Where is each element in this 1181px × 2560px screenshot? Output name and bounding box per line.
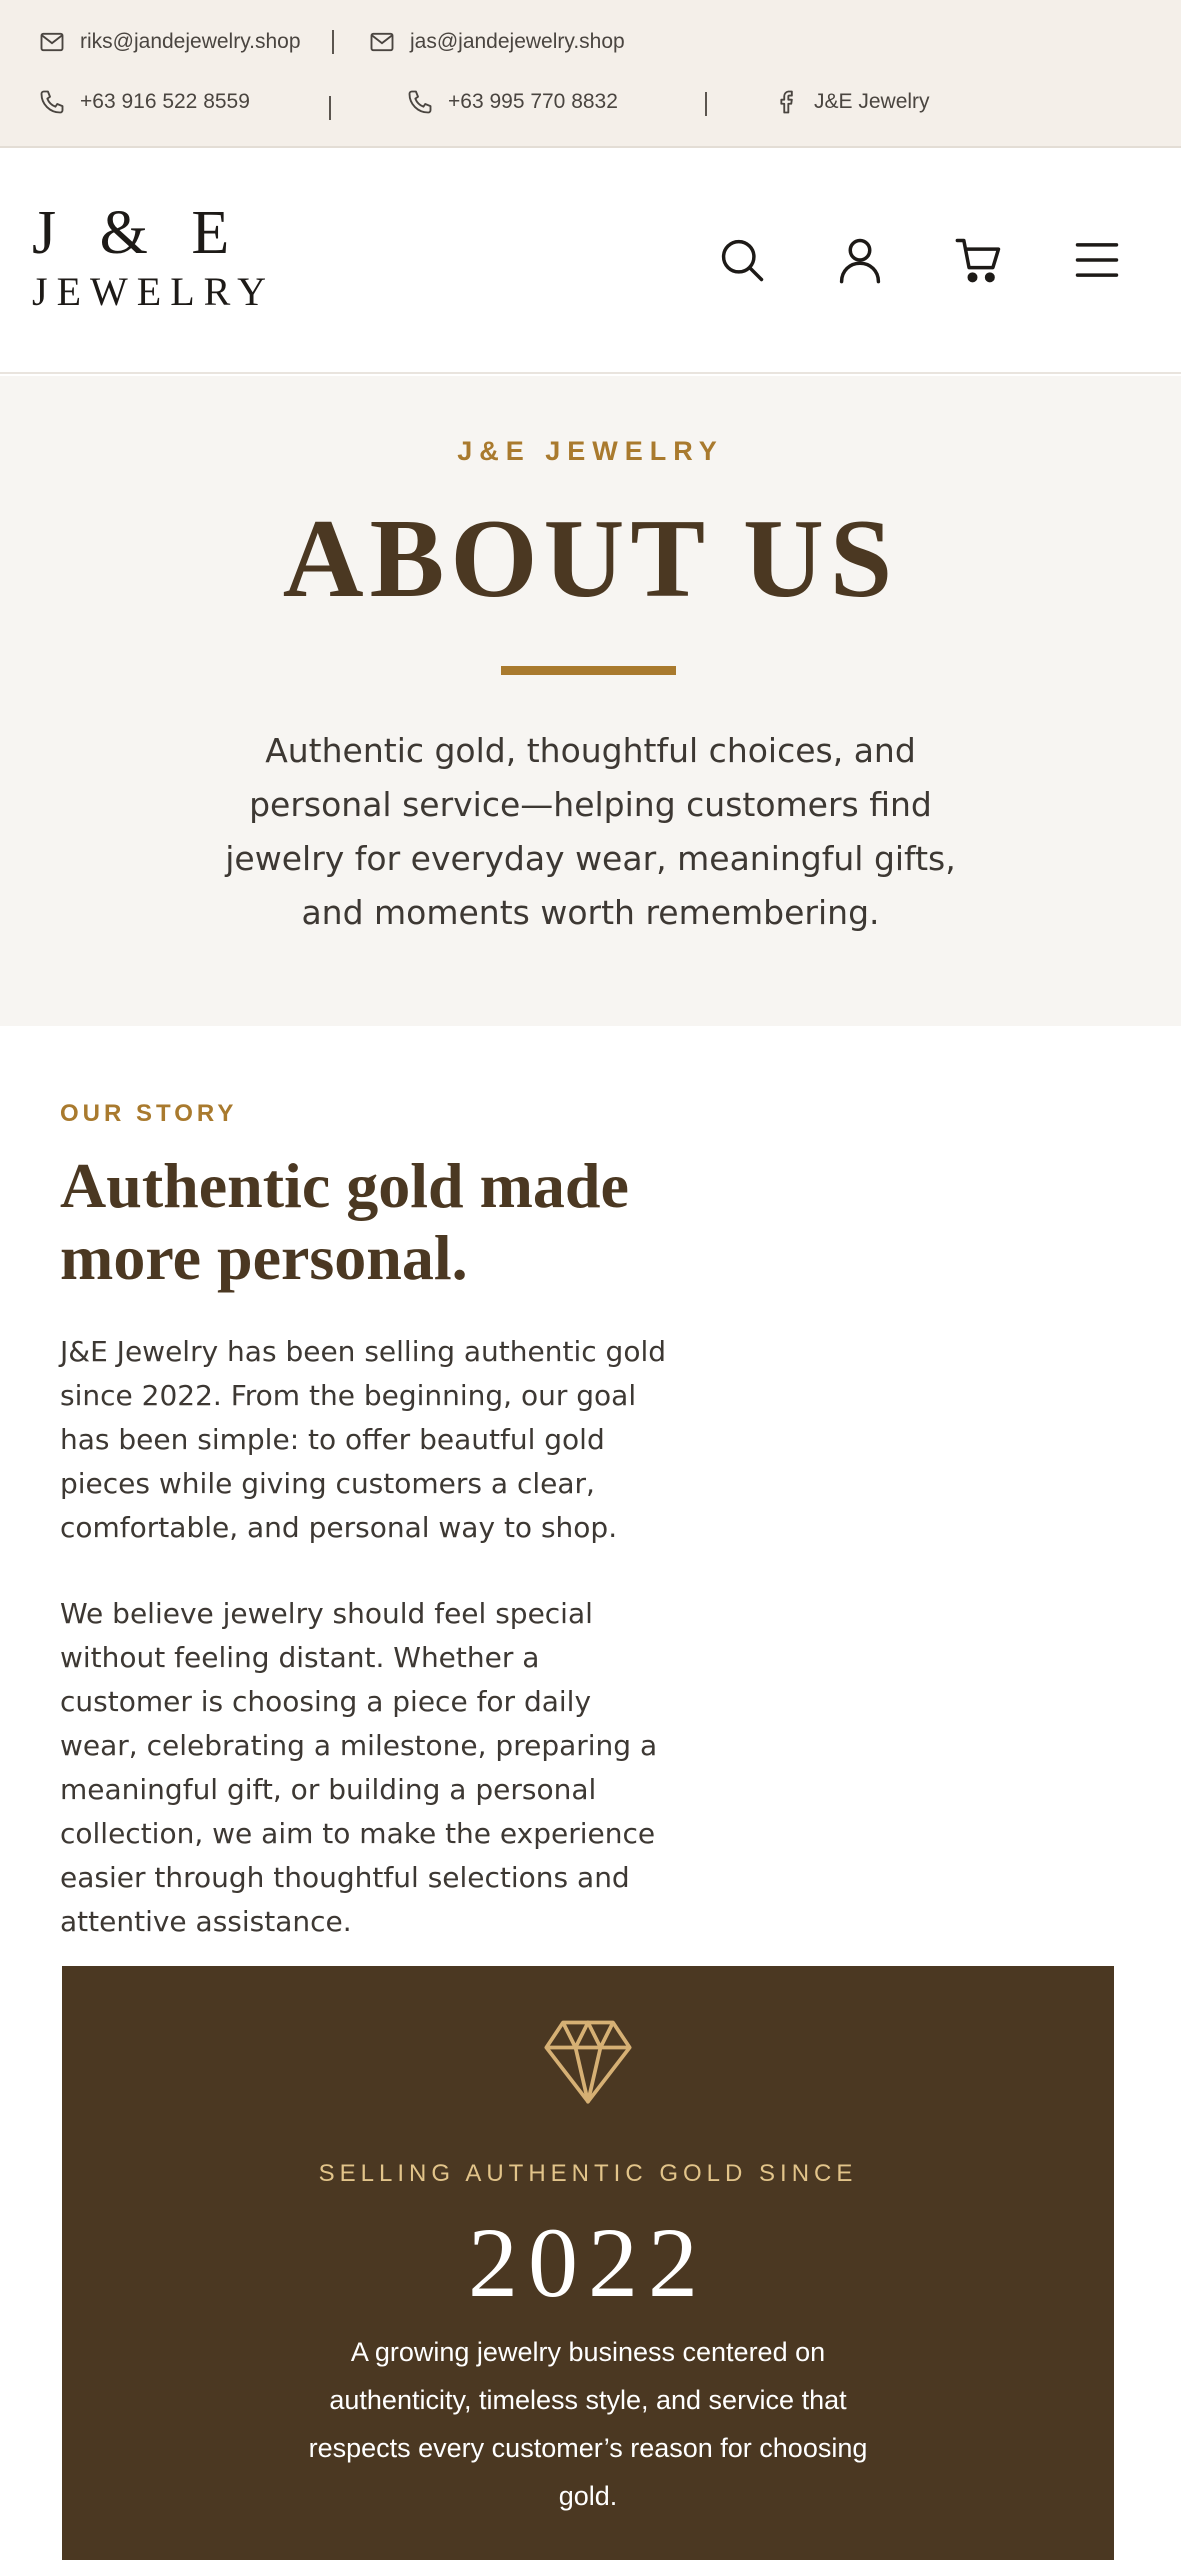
email-link-2[interactable]	[368, 28, 625, 56]
user-icon	[834, 234, 886, 286]
cart-button[interactable]	[951, 232, 1007, 288]
email-text-2: jas@jandejewelry.shop	[410, 30, 625, 53]
site-logo[interactable]	[32, 199, 275, 314]
page-title: ABOUT US	[282, 497, 899, 621]
phone-icon	[406, 88, 434, 116]
story-paragraph-1: J&E Jewelry has been selling authentic gold since 2022. From the beginning, our goal has been simple: to offer beautful gold pieces while giving customers a clear, comfortable, and personal way to shop.	[60, 1335, 667, 1544]
menu-icon	[1071, 234, 1123, 286]
search-icon	[716, 234, 768, 286]
topbar-divider	[329, 96, 331, 120]
diamond-icon	[538, 2010, 638, 2110]
hero-eyebrow: J&E JEWELRY	[457, 436, 724, 466]
phone-link-2[interactable]	[406, 88, 618, 116]
phone-text-2: +63 995 770 8832	[448, 90, 618, 113]
hero-description: Authentic gold, thoughtful choices, and personal service—helping customers find jewelry for everyday wear, meaningful gifts, and moments worth remembering.	[225, 731, 956, 932]
mail-icon	[38, 28, 66, 56]
site-header	[0, 150, 1181, 374]
founding-year: 2022	[468, 2207, 708, 2318]
menu-button[interactable]	[1069, 232, 1125, 288]
phone-icon	[38, 88, 66, 116]
cart-icon	[953, 234, 1005, 286]
story-paragraph-2: We believe jewelry should feel special without feeling distant. Whether a customer is choosing a piece for daily wear, celebrating a milestone, preparing a meaningful gift, or building a personal collection, we aim to make the experience easier through thoughtful selections and attentive assistance.	[60, 1597, 658, 1938]
search-button[interactable]	[714, 232, 770, 288]
card-description: A growing jewelry business centered on authenticity, timeless style, and service that respects every customer’s reason for choosing gold.	[308, 2337, 868, 2511]
story-title: Authentic gold made more personal.	[60, 1150, 629, 1293]
story-eyebrow: OUR STORY	[60, 1100, 238, 1127]
facebook-link[interactable]	[772, 88, 930, 116]
card-eyebrow: SELLING AUTHENTIC GOLD SINCE	[318, 2160, 858, 2187]
email-link-1[interactable]	[38, 28, 301, 56]
about-hero	[0, 376, 1181, 1026]
topbar-divider	[332, 30, 334, 54]
logo-wordmark: JEWELRY	[32, 269, 275, 314]
phone-link-1[interactable]	[38, 88, 250, 116]
facebook-text: J&E Jewelry	[814, 90, 930, 113]
logo-monogram: J & E	[32, 199, 244, 267]
topbar-divider	[705, 92, 707, 116]
title-divider	[501, 666, 676, 675]
account-button[interactable]	[832, 232, 888, 288]
contact-bar	[0, 0, 1181, 148]
phone-text-1: +63 916 522 8559	[80, 90, 250, 113]
mail-icon	[368, 28, 396, 56]
facebook-icon	[772, 88, 800, 116]
email-text-1: riks@jandejewelry.shop	[80, 30, 301, 53]
since-card	[62, 1966, 1114, 2560]
